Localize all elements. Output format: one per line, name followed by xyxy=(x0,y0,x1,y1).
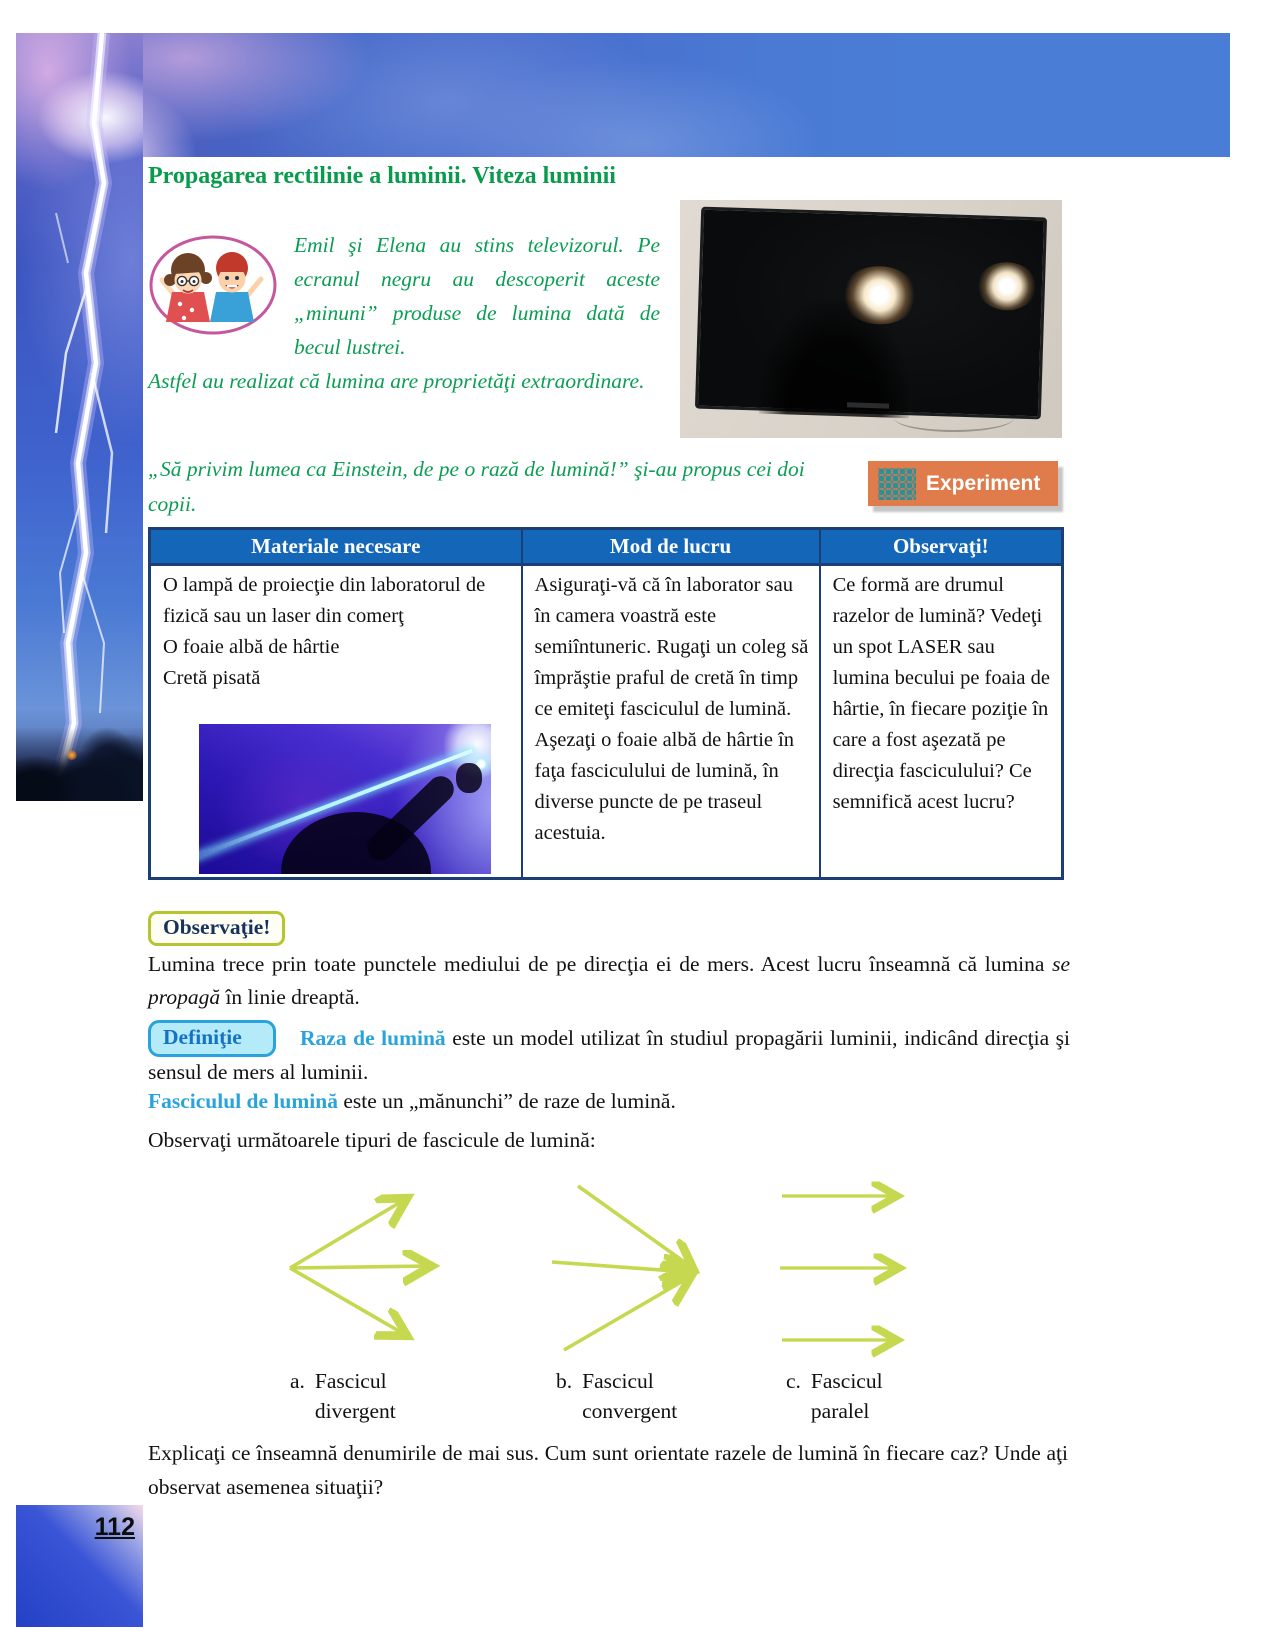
page-number-block xyxy=(16,1505,143,1627)
sky-banner-image xyxy=(16,33,1230,157)
intro-text-1: Emil şi Elena au stins televizorul. Pe ecranul negru au descoperit aceste „minuni” produse de lumina dată de becul lustrei. xyxy=(294,233,660,359)
cell-materials xyxy=(151,566,521,880)
header-materials: Materiale necesare xyxy=(251,534,421,558)
italic-term: se propagă xyxy=(148,952,1070,1009)
tv-stand-cable xyxy=(894,404,1014,432)
material-item: O foaie albă de hârtie xyxy=(163,636,340,658)
light-reflection-spot xyxy=(977,261,1038,311)
tv-screen xyxy=(695,207,1047,420)
header-procedure: Mod de lucru xyxy=(521,530,821,563)
term-fasciculul-de-lumina: Fasciculul de lumină xyxy=(148,1089,338,1113)
definition-text: Raza de lumină este un model utilizat în studiul propagării luminii, indicând direcţia şi sensul de mers al luminii. xyxy=(148,1026,1070,1084)
beam-label-paralel: c. Fascicul paralel xyxy=(786,1369,883,1423)
table-body-row xyxy=(151,566,1061,880)
convergent-beam-diagram xyxy=(548,1178,713,1358)
einstein-quote: „Să privim lumea ca Einstein, de pe o rază de lumină!” şi-au propus cei doi copii. xyxy=(148,457,805,516)
laser-photo xyxy=(199,724,491,874)
divergent-beam-diagram xyxy=(278,1178,448,1358)
table-header-row xyxy=(151,530,1061,566)
experiment-badge xyxy=(868,461,1058,506)
page-title: Propagarea rectilinie a luminii. Viteza luminii xyxy=(148,163,616,189)
hand-silhouette xyxy=(456,763,482,793)
lightning-photo xyxy=(16,33,143,801)
definition-text-2: Fasciculul de lumină este un „mănunchi” de raze de lumină. xyxy=(148,1089,676,1113)
material-item: Cretă pisată xyxy=(163,667,261,689)
page-number: 112 xyxy=(94,1513,135,1541)
kids-avatar xyxy=(148,234,278,336)
definition-badge: Definiţie xyxy=(148,1020,276,1057)
person-reflection-silhouette xyxy=(759,298,913,419)
observation-text: Lumina trece prin toate punctele mediului de pe direcţia ei de mers. Acest lucru înseamnă că lumina se propagă în linie dreaptă. xyxy=(148,952,1070,1009)
vegetation-silhouette xyxy=(16,727,143,801)
beam-label-divergent: a. Fascicul divergent xyxy=(290,1369,396,1423)
parallel-beam-diagram xyxy=(778,1178,913,1358)
term-raza-de-lumina: Raza de lumină xyxy=(300,1026,446,1050)
beams-intro: Observaţi următoarele tipuri de fascicule de lumină: xyxy=(148,1128,596,1152)
cell-procedure: Asiguraţi-vă că în laborator sau în camera voastră este semiîntuneric. Rugaţi un coleg să împrăştie praful de cretă în timp ce emiteţi fasciculul de lumină. Aşezaţi o foaie albă de hârtie în faţa fasciculului de lumină, în diverse puncte de pe traseul acestuia. xyxy=(521,566,821,880)
lightning-bolt-icon xyxy=(16,33,143,801)
intro-text-2: Astfel au realizat că lumina are proprietăţi extraordinare. xyxy=(148,369,645,393)
experiment-label: Experiment xyxy=(926,471,1041,495)
observation-badge: Observaţie! xyxy=(148,911,285,946)
cell-observe: Ce formă are drumul razelor de lumină? Vedeţi un spot LASER sau lumina becului pe foaia de hârtie, în fiecare poziţie în care a fost aşezată pe direcţia fasciculului? Ce semnifică acest lucru? xyxy=(832,574,1051,813)
material-item: O lampă de proiecţie din laboratorul de fizică sau un laser din comerţ xyxy=(163,574,486,627)
intro-paragraph xyxy=(148,228,660,398)
beam-label-convergent: b. Fascicul convergent xyxy=(556,1369,678,1423)
tv-photo xyxy=(680,200,1062,438)
dot-grid-icon xyxy=(878,468,916,500)
header-observe: Observaţi! xyxy=(892,534,989,558)
closing-question: Explicaţi ce înseamnă denumirile de mai sus. Cum sunt orientate razele de lumină în fiecare caz? Unde aţi observat asemenea situaţii? xyxy=(148,1441,1068,1499)
experiment-table xyxy=(148,527,1064,880)
